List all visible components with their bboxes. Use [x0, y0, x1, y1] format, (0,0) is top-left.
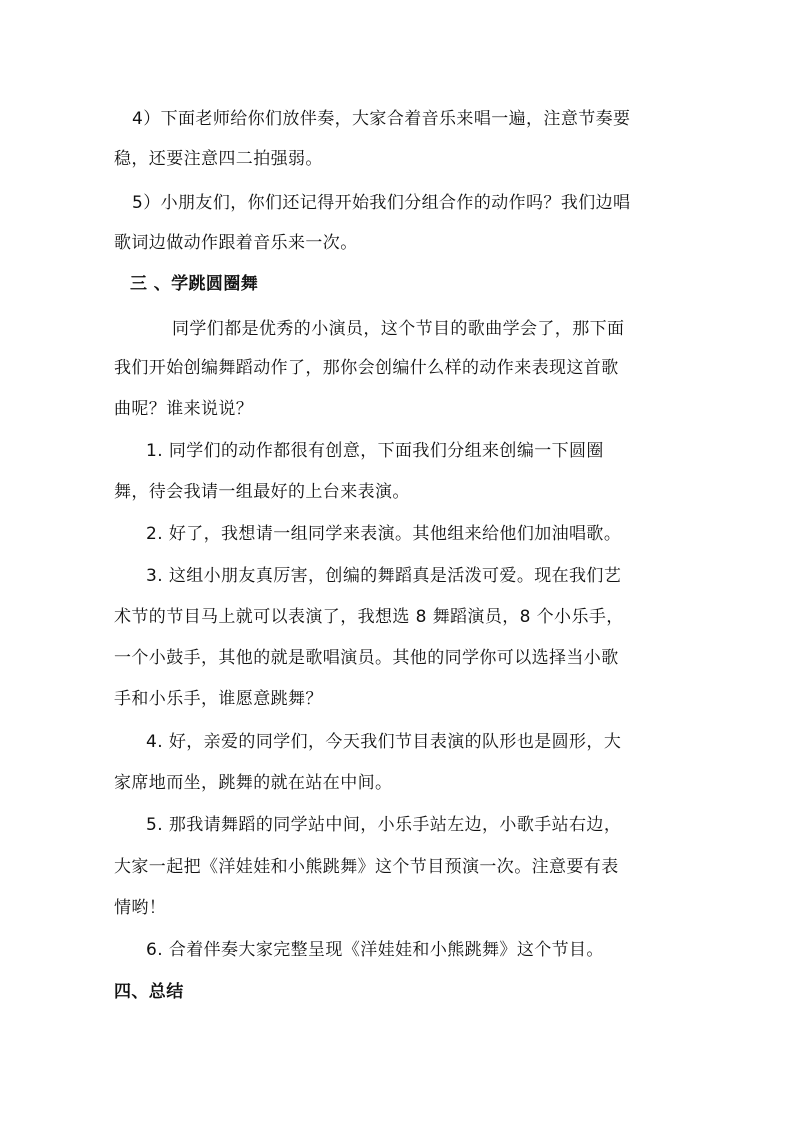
- paragraph-line: 歌词边做动作跟着音乐来一次。: [114, 233, 358, 253]
- list-item-line: 2. 好了，我想请一组同学来表演。其他组来给他们加油唱歌。: [146, 524, 622, 544]
- list-item-line: 3. 这组小朋友真厉害，创编的舞蹈真是活泼可爱。现在我们艺: [146, 566, 622, 586]
- section-heading: 四、总结: [114, 982, 184, 1002]
- paragraph-line: 曲呢？谁来说说？: [114, 399, 254, 419]
- section-heading: 三 、学跳圆圈舞: [130, 274, 259, 294]
- paragraph-line: 4）下面老师给你们放伴奏，大家合着音乐来唱一遍，注意节奏要: [132, 109, 631, 129]
- list-item-line: 大家一起把《洋娃娃和小熊跳舞》这个节目预演一次。注意要有表: [114, 857, 619, 877]
- paragraph-line: 我们开始创编舞蹈动作了，那你会创编什么样的动作来表现这首歌: [114, 358, 619, 378]
- list-item-line: 手和小乐手，谁愿意跳舞？: [114, 689, 323, 709]
- list-item-line: 一个小鼓手，其他的就是歌唱演员。其他的同学你可以选择当小歌: [114, 648, 619, 668]
- paragraph-line: 稳，还要注意四二拍强弱。: [114, 149, 323, 169]
- list-item-line: 情哟！: [114, 898, 167, 918]
- list-item-line: 6. 合着伴奏大家完整呈现《洋娃娃和小熊跳舞》这个节目。: [146, 940, 604, 960]
- list-item-line: 术节的节目马上就可以表演了，我想选 8 舞蹈演员，8 个小乐手，: [114, 607, 624, 627]
- paragraph-line: 同学们都是优秀的小演员，这个节目的歌曲学会了，那下面: [172, 319, 625, 339]
- list-item-line: 1. 同学们的动作都很有创意，下面我们分组来创编一下圆圈: [146, 441, 604, 461]
- list-item-line: 5. 那我请舞蹈的同学站中间，小乐手站左边，小歌手站右边，: [146, 815, 622, 835]
- paragraph-line: 5）小朋友们，你们还记得开始我们分组合作的动作吗？我们边唱: [132, 193, 631, 213]
- list-item-line: 家席地而坐，跳舞的就在站在中间。: [114, 773, 393, 793]
- list-item-line: 舞，待会我请一组最好的上台来表演。: [114, 482, 410, 502]
- list-item-line: 4. 好，亲爱的同学们，今天我们节目表演的队形也是圆形，大: [146, 732, 622, 752]
